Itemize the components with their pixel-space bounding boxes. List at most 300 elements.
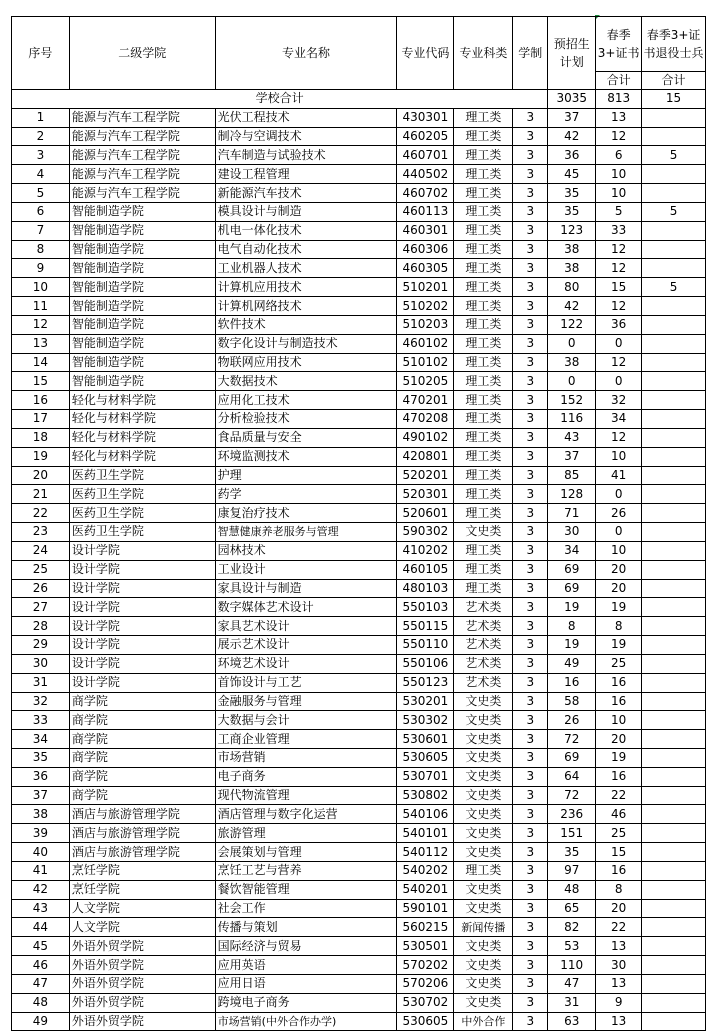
table-row: [12, 636, 706, 655]
cell-plan: 45: [548, 165, 596, 184]
cell-code: 540201: [397, 880, 454, 899]
cell-plan: 47: [548, 974, 596, 993]
cell-college: 商学院: [69, 711, 215, 730]
cell-spring: 10: [596, 165, 642, 184]
cell-code: 540112: [397, 843, 454, 862]
cell-code: 510202: [397, 297, 454, 316]
cell-spring: 10: [596, 711, 642, 730]
cell-code: 550106: [397, 654, 454, 673]
cell-seq: 8: [12, 240, 70, 259]
cell-plan: 48: [548, 880, 596, 899]
total-vet: 15: [642, 90, 706, 109]
cell-duration: 3: [513, 372, 548, 391]
cell-code: 530605: [397, 748, 454, 767]
header-plan: 预招生计划: [548, 17, 596, 90]
cell-college: 设计学院: [69, 598, 215, 617]
cell-spring: 13: [596, 974, 642, 993]
cell-category: 理工类: [454, 221, 513, 240]
cell-code: 470208: [397, 410, 454, 429]
cell-category: 理工类: [454, 146, 513, 165]
cell-plan: 71: [548, 504, 596, 523]
cell-code: 550115: [397, 617, 454, 636]
cell-code: 470201: [397, 391, 454, 410]
cell-seq: 47: [12, 974, 70, 993]
cell-category: 理工类: [454, 410, 513, 429]
cell-seq: 13: [12, 334, 70, 353]
cell-major: 汽车制造与试验技术: [215, 146, 397, 165]
table-row: [12, 824, 706, 843]
cell-duration: 3: [513, 278, 548, 297]
cell-college: 烹饪学院: [69, 861, 215, 880]
cell-plan: 38: [548, 353, 596, 372]
cell-major: 大数据与会计: [215, 711, 397, 730]
cell-spring: 22: [596, 918, 642, 937]
cell-category: 理工类: [454, 861, 513, 880]
cell-major: 电气自动化技术: [215, 240, 397, 259]
cell-major: 旅游管理: [215, 824, 397, 843]
enrollment-plan-table: [11, 16, 706, 1031]
cell-vet: [642, 974, 706, 993]
total-label: 学校合计: [12, 90, 548, 109]
cell-category: 理工类: [454, 278, 513, 297]
cell-vet: [642, 730, 706, 749]
table-row: [12, 297, 706, 316]
cell-college: 医药卫生学院: [69, 504, 215, 523]
cell-duration: 3: [513, 165, 548, 184]
header-duration: 学制: [513, 17, 548, 90]
cell-duration: 3: [513, 579, 548, 598]
cell-vet: [642, 786, 706, 805]
cell-category: 文史类: [454, 937, 513, 956]
table-row: [12, 918, 706, 937]
cell-duration: 3: [513, 428, 548, 447]
cell-duration: 3: [513, 805, 548, 824]
cell-major: 分析检验技术: [215, 410, 397, 429]
cell-duration: 3: [513, 504, 548, 523]
cell-vet: [642, 108, 706, 127]
cell-category: 理工类: [454, 447, 513, 466]
cell-plan: 53: [548, 937, 596, 956]
cell-major: 环境艺术设计: [215, 654, 397, 673]
cell-category: 文史类: [454, 523, 513, 542]
table-row: [12, 748, 706, 767]
cell-duration: 3: [513, 711, 548, 730]
cell-seq: 18: [12, 428, 70, 447]
cell-plan: 72: [548, 786, 596, 805]
cell-spring: 25: [596, 824, 642, 843]
cell-college: 智能制造学院: [69, 259, 215, 278]
cell-code: 510102: [397, 353, 454, 372]
cell-college: 设计学院: [69, 617, 215, 636]
cell-college: 商学院: [69, 692, 215, 711]
cell-code: 540101: [397, 824, 454, 843]
cell-college: 外语外贸学院: [69, 974, 215, 993]
cell-spring: 30: [596, 956, 642, 975]
cell-college: 商学院: [69, 748, 215, 767]
cell-seq: 5: [12, 184, 70, 203]
cell-code: 460701: [397, 146, 454, 165]
cell-category: 理工类: [454, 165, 513, 184]
table-row: [12, 221, 706, 240]
cell-seq: 16: [12, 391, 70, 410]
cell-college: 设计学院: [69, 560, 215, 579]
cell-duration: 3: [513, 617, 548, 636]
cell-seq: 23: [12, 523, 70, 542]
cell-code: 510205: [397, 372, 454, 391]
cell-duration: 3: [513, 523, 548, 542]
cell-plan: 35: [548, 202, 596, 221]
cell-category: 文史类: [454, 880, 513, 899]
cell-duration: 3: [513, 221, 548, 240]
cell-spring: 36: [596, 315, 642, 334]
cell-vet: [642, 579, 706, 598]
header-college: 二级学院: [69, 17, 215, 90]
cell-category: 艺术类: [454, 673, 513, 692]
cell-major: 传播与策划: [215, 918, 397, 937]
header-seq: 序号: [12, 17, 70, 90]
cell-category: 艺术类: [454, 617, 513, 636]
cell-duration: 3: [513, 993, 548, 1012]
cell-spring: 12: [596, 240, 642, 259]
cell-seq: 2: [12, 127, 70, 146]
cell-spring: 0: [596, 372, 642, 391]
cell-vet: [642, 617, 706, 636]
table-row: [12, 560, 706, 579]
cell-category: 理工类: [454, 541, 513, 560]
cell-seq: 17: [12, 410, 70, 429]
cell-spring: 12: [596, 259, 642, 278]
cell-spring: 13: [596, 937, 642, 956]
cell-major: 市场营销(中外合作办学): [215, 1012, 397, 1031]
cell-code: 550110: [397, 636, 454, 655]
cell-seq: 48: [12, 993, 70, 1012]
cell-duration: 3: [513, 560, 548, 579]
cell-duration: 3: [513, 108, 548, 127]
cell-plan: 151: [548, 824, 596, 843]
cell-code: 520201: [397, 466, 454, 485]
cell-spring: 46: [596, 805, 642, 824]
cell-seq: 29: [12, 636, 70, 655]
cell-plan: 82: [548, 918, 596, 937]
cell-vet: [642, 956, 706, 975]
cell-spring: 15: [596, 843, 642, 862]
cell-seq: 11: [12, 297, 70, 316]
cell-vet: [642, 297, 706, 316]
table-row: [12, 843, 706, 862]
cell-category: 理工类: [454, 560, 513, 579]
cell-code: 530201: [397, 692, 454, 711]
cell-plan: 36: [548, 146, 596, 165]
cell-plan: 38: [548, 259, 596, 278]
cell-plan: 38: [548, 240, 596, 259]
cell-code: 530702: [397, 993, 454, 1012]
cell-duration: 3: [513, 974, 548, 993]
cell-seq: 32: [12, 692, 70, 711]
cell-category: 理工类: [454, 428, 513, 447]
cell-plan: 72: [548, 730, 596, 749]
cell-vet: [642, 843, 706, 862]
cell-college: 设计学院: [69, 541, 215, 560]
cell-category: 理工类: [454, 353, 513, 372]
cell-plan: 152: [548, 391, 596, 410]
cell-seq: 22: [12, 504, 70, 523]
cell-plan: 122: [548, 315, 596, 334]
cell-seq: 43: [12, 899, 70, 918]
cell-duration: 3: [513, 730, 548, 749]
cell-duration: 3: [513, 127, 548, 146]
table-row: [12, 937, 706, 956]
cell-vet: [642, 993, 706, 1012]
cell-college: 智能制造学院: [69, 297, 215, 316]
cell-major: 应用化工技术: [215, 391, 397, 410]
cell-code: 530302: [397, 711, 454, 730]
cell-major: 家具设计与制造: [215, 579, 397, 598]
cell-plan: 128: [548, 485, 596, 504]
cell-seq: 39: [12, 824, 70, 843]
cell-duration: 3: [513, 202, 548, 221]
cell-category: 文史类: [454, 786, 513, 805]
cell-seq: 40: [12, 843, 70, 862]
cell-category: 文史类: [454, 711, 513, 730]
cell-vet: [642, 353, 706, 372]
cell-college: 能源与汽车工程学院: [69, 146, 215, 165]
cell-seq: 35: [12, 748, 70, 767]
table-row: [12, 541, 706, 560]
cell-duration: 3: [513, 636, 548, 655]
cell-plan: 34: [548, 541, 596, 560]
cell-major: 工商企业管理: [215, 730, 397, 749]
cell-category: 理工类: [454, 297, 513, 316]
cell-duration: 3: [513, 353, 548, 372]
cell-major: 光伏工程技术: [215, 108, 397, 127]
cell-duration: 3: [513, 824, 548, 843]
header-code: 专业代码: [397, 17, 454, 90]
cell-college: 能源与汽车工程学院: [69, 184, 215, 203]
table-row: [12, 1012, 706, 1031]
cell-plan: 0: [548, 372, 596, 391]
cell-major: 护理: [215, 466, 397, 485]
cell-seq: 44: [12, 918, 70, 937]
cell-seq: 27: [12, 598, 70, 617]
cell-duration: 3: [513, 880, 548, 899]
cell-category: 文史类: [454, 692, 513, 711]
cell-spring: 6: [596, 146, 642, 165]
cell-plan: 37: [548, 108, 596, 127]
cell-category: 理工类: [454, 184, 513, 203]
cell-spring: 16: [596, 692, 642, 711]
cell-code: 530501: [397, 937, 454, 956]
cell-seq: 45: [12, 937, 70, 956]
table-row: [12, 334, 706, 353]
cell-major: 药学: [215, 485, 397, 504]
cell-category: 文史类: [454, 843, 513, 862]
cell-spring: 8: [596, 617, 642, 636]
cell-major: 数字化设计与制造技术: [215, 334, 397, 353]
cell-major: 数字媒体艺术设计: [215, 598, 397, 617]
table-row: [12, 993, 706, 1012]
header-spring-cert-vet: 春季3+证书退役士兵: [642, 17, 706, 72]
cell-spring: 0: [596, 485, 642, 504]
cell-major: 环境监测技术: [215, 447, 397, 466]
cell-category: 理工类: [454, 485, 513, 504]
cell-vet: [642, 824, 706, 843]
cell-code: 530802: [397, 786, 454, 805]
cell-duration: 3: [513, 184, 548, 203]
cell-duration: 3: [513, 786, 548, 805]
cell-college: 酒店与旅游管理学院: [69, 805, 215, 824]
table-row: [12, 447, 706, 466]
cell-code: 540202: [397, 861, 454, 880]
cell-college: 能源与汽车工程学院: [69, 108, 215, 127]
cell-category: 新闻传播: [454, 918, 513, 937]
cell-plan: 110: [548, 956, 596, 975]
table-row: [12, 711, 706, 730]
cell-category: 理工类: [454, 202, 513, 221]
cell-spring: 20: [596, 560, 642, 579]
table-row: [12, 372, 706, 391]
cell-major: 社会工作: [215, 899, 397, 918]
cell-code: 460102: [397, 334, 454, 353]
cell-spring: 12: [596, 297, 642, 316]
table-row: [12, 391, 706, 410]
cell-major: 会展策划与管理: [215, 843, 397, 862]
cell-major: 机电一体化技术: [215, 221, 397, 240]
cell-plan: 0: [548, 334, 596, 353]
cell-duration: 3: [513, 843, 548, 862]
cell-vet: [642, 221, 706, 240]
cell-seq: 4: [12, 165, 70, 184]
cell-college: 外语外贸学院: [69, 956, 215, 975]
cell-duration: 3: [513, 297, 548, 316]
cell-vet: 5: [642, 146, 706, 165]
table-row: [12, 146, 706, 165]
table-row: [12, 805, 706, 824]
cell-plan: 85: [548, 466, 596, 485]
cell-duration: 3: [513, 315, 548, 334]
cell-plan: 35: [548, 184, 596, 203]
cell-seq: 1: [12, 108, 70, 127]
cell-plan: 42: [548, 297, 596, 316]
total-spring: 813: [596, 90, 642, 109]
cell-college: 商学院: [69, 730, 215, 749]
cell-college: 智能制造学院: [69, 334, 215, 353]
table-row: [12, 654, 706, 673]
cell-duration: 3: [513, 748, 548, 767]
table-row: [12, 353, 706, 372]
cell-plan: 63: [548, 1012, 596, 1031]
cell-category: 艺术类: [454, 598, 513, 617]
cell-plan: 30: [548, 523, 596, 542]
cell-vet: 5: [642, 278, 706, 297]
cell-plan: 64: [548, 767, 596, 786]
cell-seq: 26: [12, 579, 70, 598]
table-row: [12, 466, 706, 485]
cell-category: 理工类: [454, 334, 513, 353]
cell-code: 490102: [397, 428, 454, 447]
cell-plan: 69: [548, 560, 596, 579]
table-row: [12, 127, 706, 146]
header-category: 专业科类: [454, 17, 513, 90]
cell-plan: 116: [548, 410, 596, 429]
cell-college: 医药卫生学院: [69, 485, 215, 504]
cell-code: 460306: [397, 240, 454, 259]
table-row: [12, 692, 706, 711]
cell-college: 外语外贸学院: [69, 937, 215, 956]
cell-plan: 123: [548, 221, 596, 240]
cell-category: 文史类: [454, 824, 513, 843]
cell-major: 首饰设计与工艺: [215, 673, 397, 692]
cell-major: 跨境电子商务: [215, 993, 397, 1012]
table-row: [12, 880, 706, 899]
cell-spring: 22: [596, 786, 642, 805]
cell-vet: [642, 805, 706, 824]
cell-major: 康复治疗技术: [215, 504, 397, 523]
cell-spring: 0: [596, 334, 642, 353]
cell-code: 420801: [397, 447, 454, 466]
cell-college: 智能制造学院: [69, 315, 215, 334]
cell-vet: [642, 598, 706, 617]
cell-duration: 3: [513, 410, 548, 429]
cell-major: 酒店管理与数字化运营: [215, 805, 397, 824]
cell-code: 510203: [397, 315, 454, 334]
cell-plan: 8: [548, 617, 596, 636]
cell-major: 软件技术: [215, 315, 397, 334]
cell-vet: [642, 560, 706, 579]
cell-seq: 10: [12, 278, 70, 297]
cell-spring: 12: [596, 127, 642, 146]
table-row: [12, 504, 706, 523]
cell-college: 设计学院: [69, 636, 215, 655]
cell-plan: 37: [548, 447, 596, 466]
table-row: [12, 767, 706, 786]
cell-major: 建设工程管理: [215, 165, 397, 184]
cell-vet: [642, 918, 706, 937]
cell-spring: 41: [596, 466, 642, 485]
cell-code: 520301: [397, 485, 454, 504]
cell-vet: [642, 504, 706, 523]
cell-major: 新能源汽车技术: [215, 184, 397, 203]
cell-college: 人文学院: [69, 899, 215, 918]
cell-plan: 69: [548, 579, 596, 598]
cell-vet: [642, 636, 706, 655]
cell-major: 市场营销: [215, 748, 397, 767]
cell-spring: 10: [596, 447, 642, 466]
cell-code: 460105: [397, 560, 454, 579]
cell-code: 540106: [397, 805, 454, 824]
cell-major: 智慧健康养老服务与管理: [215, 523, 397, 542]
cell-code: 520601: [397, 504, 454, 523]
cell-category: 理工类: [454, 504, 513, 523]
cell-major: 应用英语: [215, 956, 397, 975]
cell-category: 理工类: [454, 240, 513, 259]
cell-college: 医药卫生学院: [69, 466, 215, 485]
cell-duration: 3: [513, 541, 548, 560]
cell-duration: 3: [513, 654, 548, 673]
cell-plan: 16: [548, 673, 596, 692]
cell-seq: 38: [12, 805, 70, 824]
cell-duration: 3: [513, 466, 548, 485]
cell-college: 轻化与材料学院: [69, 391, 215, 410]
cell-vet: [642, 1012, 706, 1031]
cell-category: 文史类: [454, 767, 513, 786]
cell-major: 展示艺术设计: [215, 636, 397, 655]
cell-vet: [642, 523, 706, 542]
cell-plan: 236: [548, 805, 596, 824]
cell-college: 酒店与旅游管理学院: [69, 824, 215, 843]
table-row: [12, 485, 706, 504]
header-subtotal: 合计: [596, 72, 642, 90]
cell-duration: 3: [513, 259, 548, 278]
